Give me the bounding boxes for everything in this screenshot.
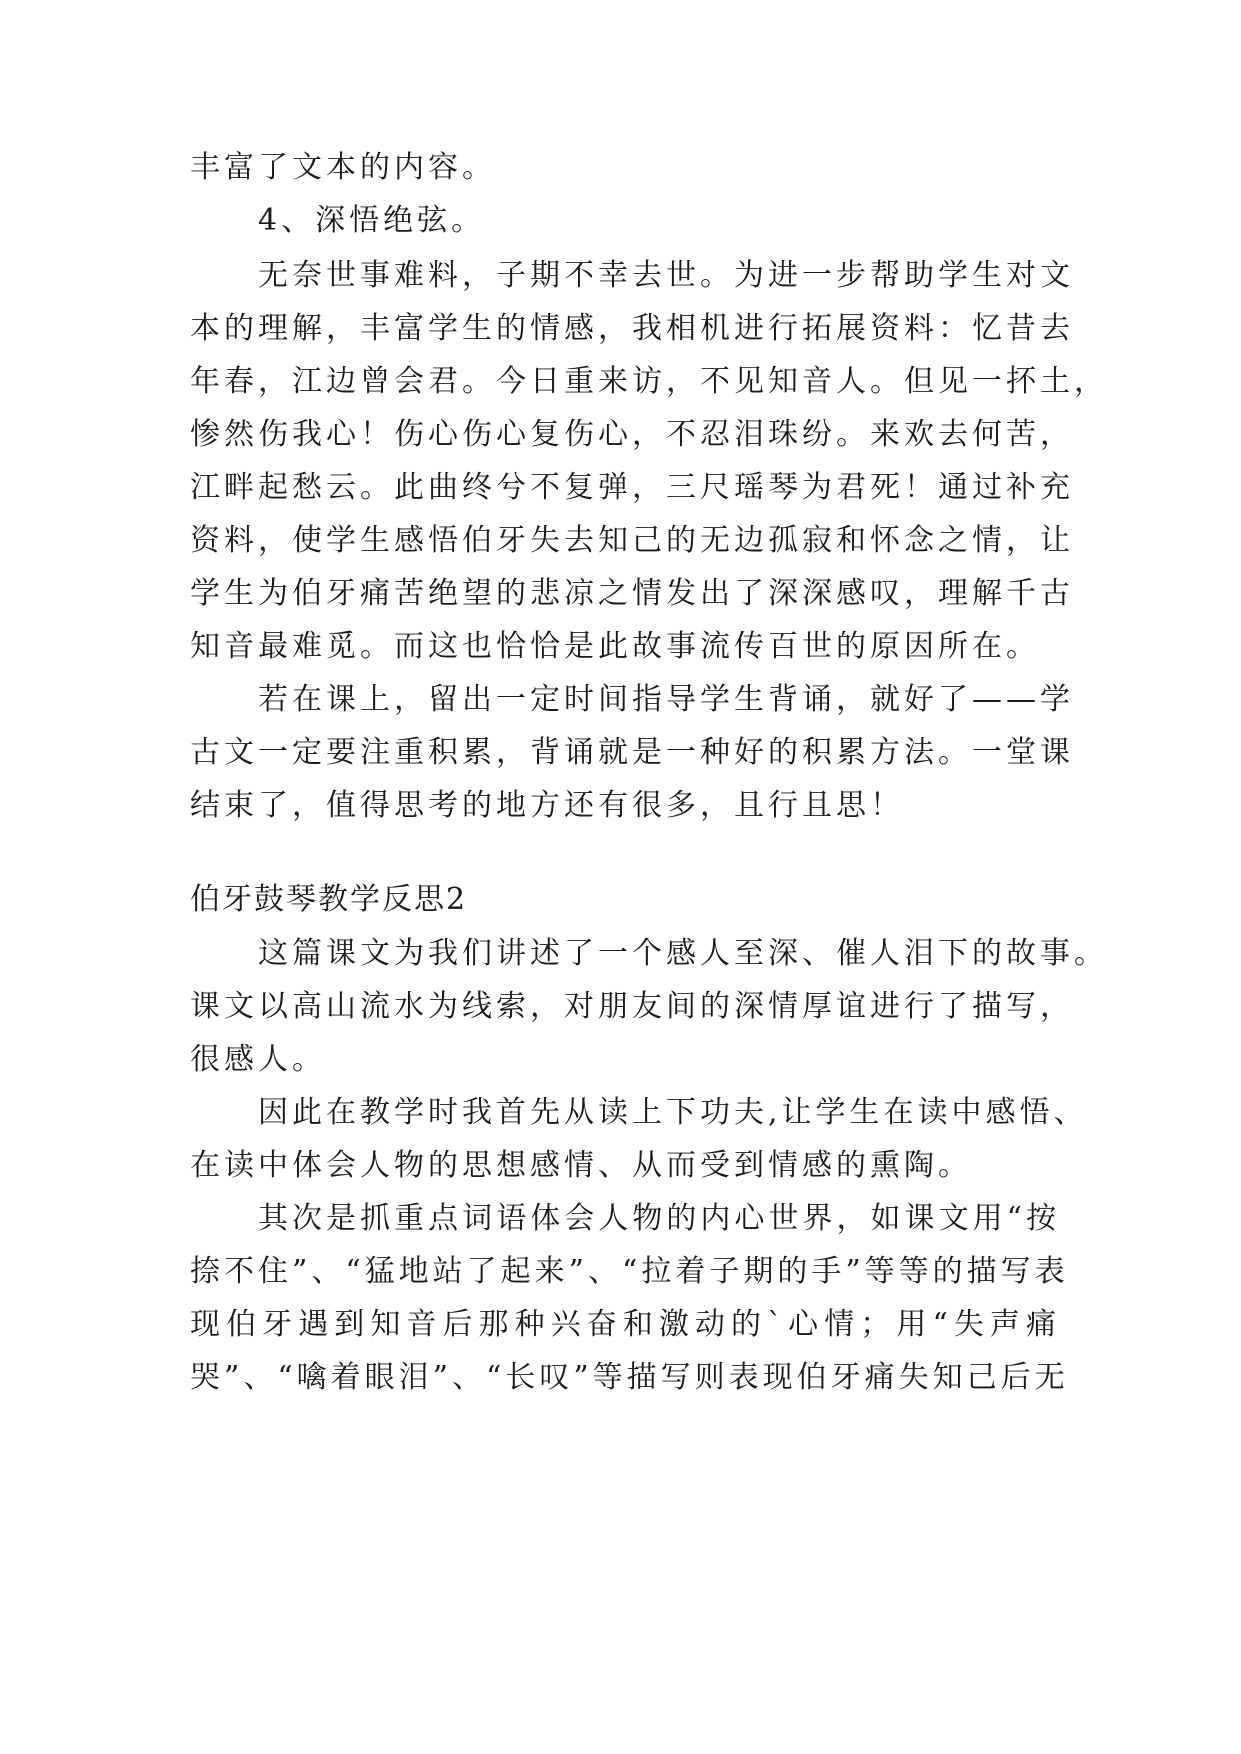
text-line: 资料，使学生感悟伯牙失去知己的无边孤寂和怀念之情，让 <box>190 523 1074 558</box>
text-line: 现伯牙遇到知音后那种兴奋和激动的`心情；用“失声痛 <box>190 1307 1060 1342</box>
text-line: 江畔起愁云。此曲终兮不复弹，三尺瑶琴为君死！通过补充 <box>190 470 1074 505</box>
section-title: 伯牙鼓琴教学反思2 <box>190 882 468 917</box>
list-heading: 4、深悟绝弦。 <box>258 203 486 238</box>
text-line: 在读中体会人物的思想感情、从而受到情感的熏陶。 <box>190 1148 972 1183</box>
text-line: 结束了，值得思考的地方还有很多，且行且思！ <box>190 788 904 823</box>
text-line: 无奈世事难料，子期不幸去世。为进一步帮助学生对文 <box>258 258 1074 293</box>
text-line: 捺不住”、“猛地站了起来”、“拉着子期的手”等等的描写表 <box>190 1254 1069 1289</box>
text-line: 其次是抓重点词语体会人物的内心世界，如课文用“按 <box>258 1201 1060 1236</box>
text-line: 若在课上，留出一定时间指导学生背诵，就好了——学 <box>258 682 1074 717</box>
text-line: 因此在教学时我首先从读上下功夫,让学生在读中感悟、 <box>258 1095 1088 1130</box>
text-line: 年春，江边曾会君。今日重来访，不见知音人。但见一抔土， <box>190 364 1108 399</box>
text-line: 惨然伤我心！伤心伤心复伤心，不忍泪珠纷。来欢去何苦， <box>190 417 1074 452</box>
text-line: 学生为伯牙痛苦绝望的悲凉之情发出了深深感叹，理解千古 <box>190 576 1074 611</box>
text-line: 古文一定要注重积累，背诵就是一种好的积累方法。一堂课 <box>190 735 1074 770</box>
text-line: 这篇课文为我们讲述了一个感人至深、催人泪下的故事。 <box>258 936 1108 971</box>
text-line: 本的理解，丰富学生的情感，我相机进行拓展资料：忆昔去 <box>190 311 1074 346</box>
text-line: 知音最难觅。而这也恰恰是此故事流传百世的原因所在。 <box>190 629 1040 664</box>
text-line: 课文以高山流水为线索，对朋友间的深情厚谊进行了描写， <box>190 989 1074 1024</box>
text-line: 很感人。 <box>190 1042 326 1077</box>
text-line: 哭”、“噙着眼泪”、“长叹”等描写则表现伯牙痛失知己后无 <box>190 1360 1069 1395</box>
text-line: 丰富了文本的内容。 <box>190 150 496 185</box>
